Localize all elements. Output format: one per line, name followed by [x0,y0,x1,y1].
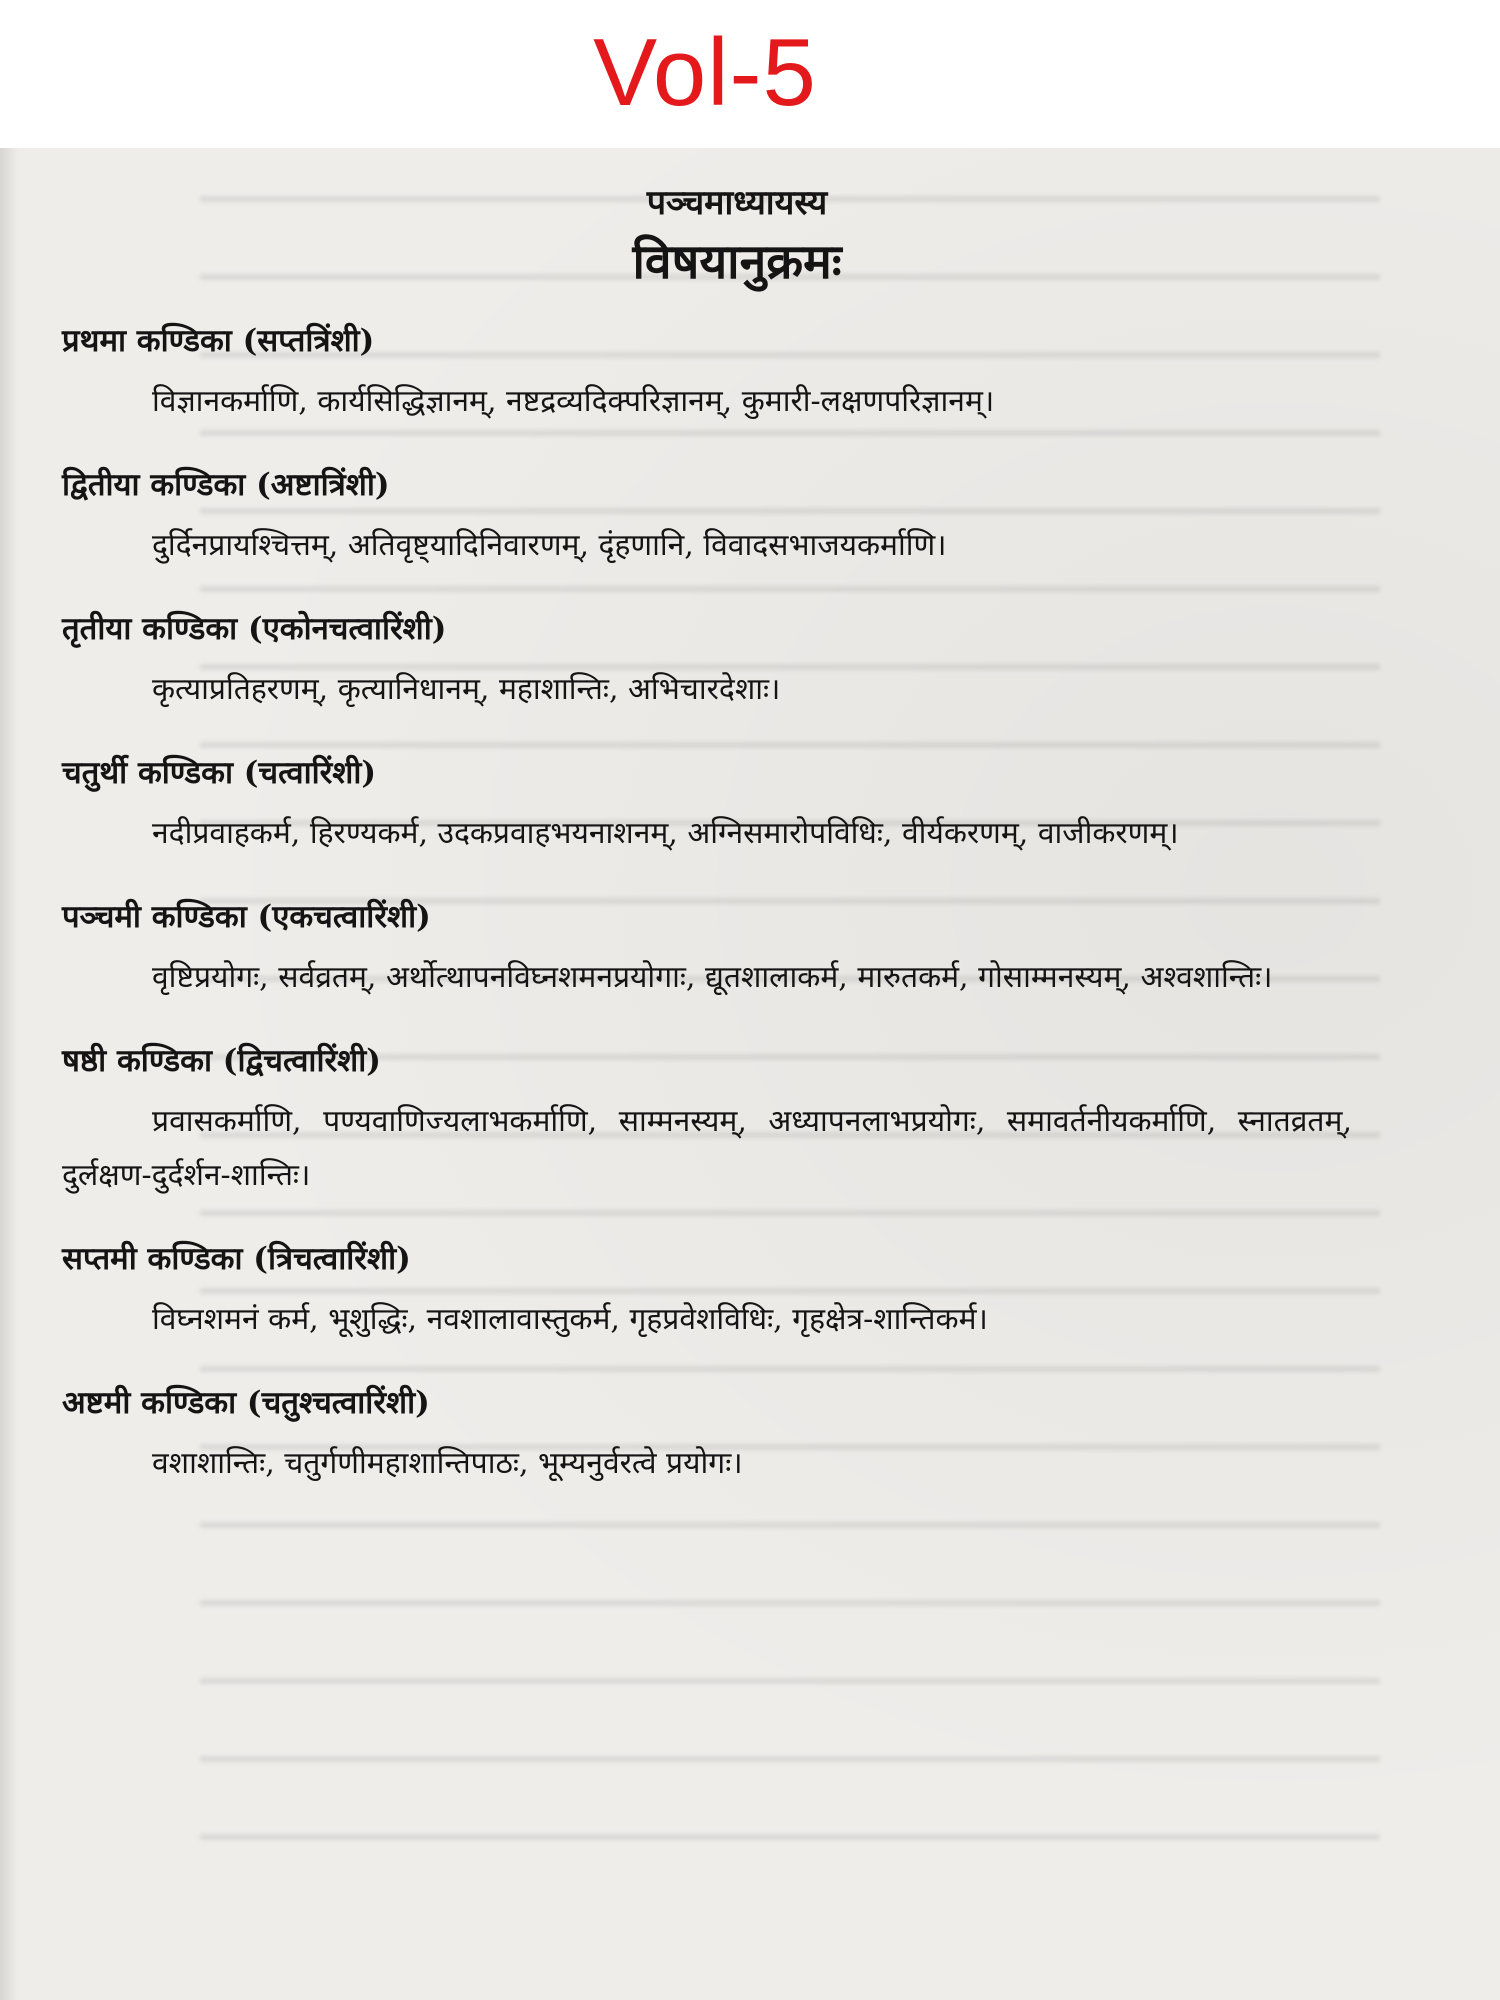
section-4 [62,751,1352,861]
section-1 [62,319,1352,429]
section-body: प्रवासकर्माणि, पण्यवाणिज्यलाभकर्माणि, साम्मनस्यम्, अध्यापनलाभप्रयोगः, समावर्तनीयकर्माणि, स्नातव्रतम्, दुर्लक्षण-दुर्दर्शन-शान्तिः। [62,1104,1352,1193]
banner [0,0,1500,150]
book-page [0,148,1500,2000]
section-heading: पञ्चमी कण्डिका (एकचत्वारिंशी) [62,899,431,935]
section-heading: तृतीया कण्डिका (एकोनचत्वारिंशी) [62,611,447,647]
section-heading: चतुर्थी कण्डिका (चत्वारिंशी) [62,755,377,791]
section-body: विज्ञानकर्माणि, कार्यसिद्धिज्ञानम्, नष्टद्रव्यदिक्परिज्ञानम्, कुमारी-लक्षणपरिज्ञानम्। [152,384,995,419]
section-body: विघ्नशमनं कर्म, भूशुद्धिः, नवशालावास्तुकर्म, गृहप्रवेशविधिः, गृहक्षेत्र-शान्तिकर्म। [152,1302,988,1337]
section-heading: प्रथमा कण्डिका (सप्तत्रिंशी) [62,323,375,359]
section-6 [62,1039,1352,1203]
chapter-subtitle: पञ्चमाध्यायस्य [646,183,828,223]
section-body: वृष्टिप्रयोगः, सर्वव्रतम्, अर्थोत्थापनविघ्नशमनप्रयोगाः, द्यूतशालाकर्म, मारुतकर्म, गोसाम्मनस्यम्, अश्वशान्तिः। [152,960,1273,995]
section-2 [62,463,1352,573]
section-heading: अष्टमी कण्डिका (चतुश्चत्वारिंशी) [62,1385,430,1421]
section-3 [62,607,1352,717]
section-heading: द्वितीया कण्डिका (अष्टात्रिंशी) [62,467,390,503]
section-5 [62,895,1352,1005]
section-heading: षष्ठी कण्डिका (द्विचत्वारिंशी) [62,1043,381,1079]
section-body: वशाशान्तिः, चतुर्गणीमहाशान्तिपाठः, भूम्यनुर्वरत्वे प्रयोगः। [152,1446,743,1481]
section-heading: सप्तमी कण्डिका (त्रिचत्वारिंशी) [62,1241,411,1277]
volume-label: Vol-5 [593,19,817,126]
section-body: कृत्याप्रतिहरणम्, कृत्यानिधानम्, महाशान्तिः, अभिचारदेशाः। [152,672,781,707]
page-content [62,148,1352,1525]
section-8 [62,1381,1352,1491]
section-body: नदीप्रवाहकर्म, हिरण्यकर्म, उदकप्रवाहभयनाशनम्, अग्निसमारोपविधिः, वीर्यकरणम्, वाजीकरणम्। [152,816,1179,851]
chapter-title: विषयानुक्रमः [632,234,842,290]
section-7 [62,1237,1352,1347]
section-body: दुर्दिनप्रायश्चित्तम्, अतिवृष्ट्यादिनिवारणम्, दृंहणानि, विवादसभाजयकर्माणि। [152,528,947,563]
